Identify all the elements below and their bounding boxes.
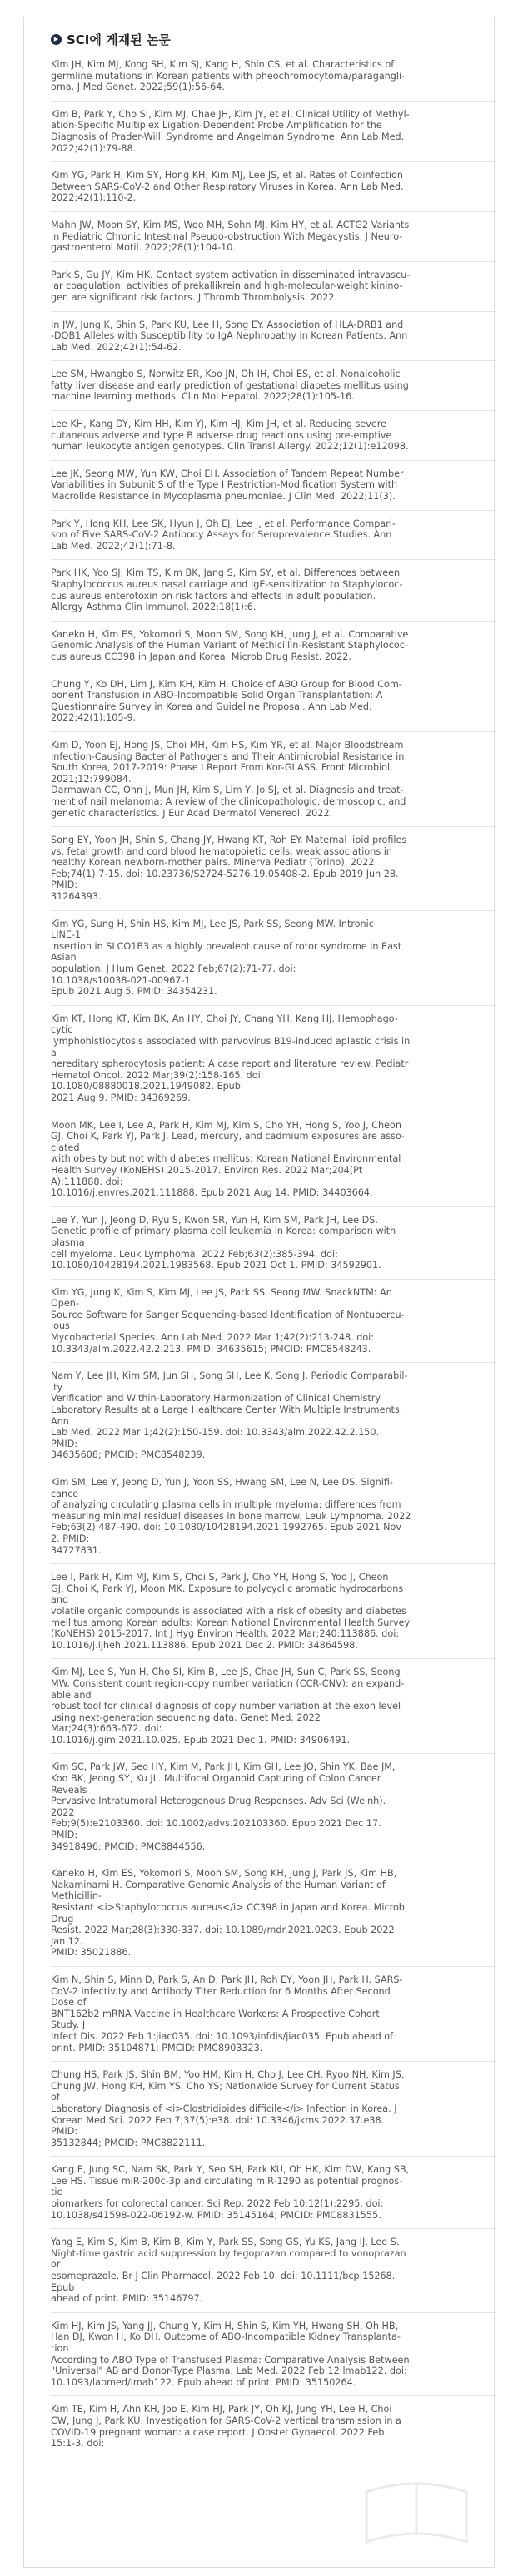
publication-entry: Nam Y, Lee JH, Kim SM, Jun SH, Song SH, Lee K, Song J. Periodic Comparabil- ity Verification and Within-Laboratory Harmonization of Clinical Chemistry Laboratory Results at a Large Healthcare Center With Multiple Instruments. Ann Lab Med. 2022 Mar 1;42(2):150-159. doi: 10.3343/alm.2022.42.2.150. PMID: 34635608; PMCID: PMC8548239. [51, 1362, 496, 1469]
section-title: SCI에 게재된 논문 [67, 32, 171, 47]
publication-entry: Kim HJ, Kim JS, Yang JJ, Chung Y, Kim H, Shin S, Kim YH, Hwang SH, Oh HB, Han DJ, Kwon H, Ko DH. Outcome of ABO-Incompatible Kidney Transplanta- tion According to ABO Type of Transfused Plasma: Comparative Analysis Between "Universal" AB and Donor-Type Plasma. Lab Med. 2022 Feb 12:lmab122. doi: 10.1093/labmed/lmab122. Epub ahead of print. PMID: 35150264. [51, 2312, 496, 2396]
publication-entry: Park Y, Hong KH, Lee SK, Hyun J, Oh EJ, Lee J, et al. Performance Compari- son of Five SARS-CoV-2 Antibody Assays for Seroprevalence Studies. Ann Lab Med. 2022;42(1):71-8. [51, 510, 496, 560]
publication-entry: Mahn JW, Moon SY, Kim MS, Woo MH, Sohn MJ, Kim HY, et al. ACTG2 Variants in Pediatric Chronic Intestinal Pseudo-obstruction With Megacystis. J Neuro- gastroenterol Motil. 2022;28(1):104-10. [51, 211, 496, 261]
book-watermark-icon [362, 2475, 471, 2550]
publication-list [51, 54, 496, 2457]
publication-entry: Moon MK, Lee I, Lee A, Park H, Kim MJ, Kim S, Cho YH, Hong S, Yoo J, Cheon GJ, Choi K, Park YJ, Park J. Lead, mercury, and cadmium exposures are asso- ciated with obesity but not with diabetes mellitus: Korean National Environmental Health Survey (KoNEHS) 2015-2017. Environ Res. 2022 Mar;204(Pt A):111888. doi: 10.1016/j.envres.2021.111888. Epub 2021 Aug 14. PMID: 34403664. [51, 1112, 496, 1206]
section-header [51, 29, 171, 49]
publication-entry: Kim KT, Hong KT, Kim BK, An HY, Choi JY, Chang YH, Kang HJ. Hemophago- cytic lymphohistiocytosis associated with parvovirus B19-induced aplastic crisis in a hereditary spherocytosis patient: A case report and literature review. Pediatr Hematol Oncol. 2022 Mar;39(2):158-165. doi: 10.1080/08880018.2021.1949082. Epub 2021 Aug 9. PMID: 34369269. [51, 1005, 496, 1112]
publication-entry: In JW, Jung K, Shin S, Park KU, Lee H, Song EY. Association of HLA-DRB1 and -DQB1 Alleles with Susceptibility to IgA Nephropathy in Korean Patients. Ann Lab Med. 2022;42(1):54-62. [51, 311, 496, 361]
publication-entry: Kim MJ, Lee S, Yun H, Cho SI, Kim B, Lee JS, Chae JH, Sun C, Park SS, Seong MW. Consistent count region-copy number variation (CCR-CNV): an expand- able and robust tool for clinical diagnosis of copy number variation at the exon level using next-generation sequencing data. Genet Med. 2022 Mar;24(3):663-672. doi: 10.1016/j.gim.2021.10.025. Epub 2021 Dec 1. PMID: 34906491. [51, 1658, 496, 1753]
publication-entry: Park S, Gu JY, Kim HK. Contact system activation in disseminated intravascu- lar coagulation: activities of prekallikrein and high-molecular-weight kinino- gen are significant risk factors. J Thromb Thrombolysis. 2022. [51, 261, 496, 311]
chevron-right-icon: ▶ [51, 34, 62, 45]
publication-entry: Lee KH, Kang DY, Kim HH, Kim YJ, Kim HJ, Kim JH, et al. Reducing severe cutaneous adverse and type B adverse drug reactions using pre-emptive human leukocyte antigen genotypes. Clin Transl Allergy. 2022;12(1):e12098. [51, 410, 496, 460]
publication-panel [23, 17, 495, 2568]
publication-entry: Chung Y, Ko DH, Lim J, Kim KH, Kim H. Choice of ABO Group for Blood Com- ponent Transfusion in ABO-Incompatible Solid Organ Transplantation: A Questionnaire Survey in Korea and Guideline Proposal. Ann Lab Med. 2022;42(1):105-9. [51, 671, 496, 731]
publication-entry: Lee SM, Hwangbo S, Norwitz ER, Koo JN, Oh IH, Choi ES, et al. Nonalcoholic fatty liver disease and early prediction of gestational diabetes mellitus using machine learning methods. Clin Mol Hepatol. 2022;28(1):105-16. [51, 360, 496, 410]
publication-entry: Kang E, Jung SC, Nam SK, Park Y, Seo SH, Park KU, Oh HK, Kim DW, Kang SB, Lee HS. Tissue miR-200c-3p and circulating miR-1290 as potential prognos- tic biomarkers for colorectal cancer. Sci Rep. 2022 Feb 10;12(1):2295. doi: 10.1038/s41598-022-06192-w. PMID: 35145164; PMCID: PMC8831555. [51, 2156, 496, 2228]
publication-entry: Kaneko H, Kim ES, Yokomori S, Moon SM, Song KH, Jung J, et al. Comparative Genomic Analysis of the Human Variant of Methicillin-Resistant Staphylococ- cus aureus CC398 in Japan and Korea. Microb Drug Resist. 2022. [51, 621, 496, 671]
publication-entry: Kim YG, Jung K, Kim S, Kim MJ, Lee JS, Park SS, Seong MW. SnackNTM: An Open- Source Software for Sanger Sequencing-based Identification of Nontubercu- lous Mycobacterial Species. Ann Lab Med. 2022 Mar 1;42(2):213-248. doi: 10.3343/alm.2022.42.2.213. PMID: 34635615; PMCID: PMC8548243. [51, 1279, 496, 1363]
publication-entry: Lee I, Park H, Kim MJ, Kim S, Choi S, Park J, Cho YH, Hong S, Yoo J, Cheon GJ, Choi K, Park YJ, Moon MK. Exposure to polycyclic aromatic hydrocarbons and volatile organic compounds is associated with a risk of obesity and diabetes mellitus among Korean adults: Korean National Environmental Health Survey (KoNEHS) 2015-2017. Int J Hyg Environ Health. 2022 Mar;240:113886. doi: 10.1016/j.ijheh.2021.113886. Epub 2021 Dec 2. PMID: 34864598. [51, 1563, 496, 1658]
publication-entry: Kaneko H, Kim ES, Yokomori S, Moon SM, Song KH, Jung J, Park JS, Kim HB, Nakaminami H. Comparative Genomic Analysis of the Human Variant of Methicillin- Resistant <i>Staphylococcus aureus</i> CC398 in Japan and Korea. Microb Drug Resist. 2022 Mar;28(3):330-337. doi: 10.1089/mdr.2021.0203. Epub 2022 Jan 12. PMID: 35021886. [51, 1860, 496, 1966]
publication-entry: Chung HS, Park JS, Shin BM, Yoo HM, Kim H, Cho J, Lee CH, Ryoo NH, Kim JS, Chung JW, Hong KH, Kim YS, Cho YS; Nationwide Survey for Current Status of Laboratory Diagnosis of <i>Clostridioides difficile</i> Infection in Korea. J Korean Med Sci. 2022 Feb 7;37(5):e38. doi: 10.3346/jkms.2022.37.e38. PMID: 35132844; PMCID: PMC8822111. [51, 2061, 496, 2156]
publication-entry: Park HK, Yoo SJ, Kim TS, Kim BK, Jang S, Kim SY, et al. Differences between Staphylococcus aureus nasal carriage and IgE-sensitization to Staphylococ- cus aureus enterotoxin on risk factors and effects in adult population. Allergy Asthma Clin Immunol. 2022;18(1):6. [51, 559, 496, 620]
publication-entry: Kim JH, Kim MJ, Kong SH, Kim SJ, Kang H, Shin CS, et al. Characteristics of germline mutations in Korean patients with pheochromocytoma/paragangli- oma. J Med Genet. 2022;59(1):56-64. [51, 59, 406, 93]
publication-entry: Kim TE, Kim H, Ahn KH, Joo E, Kim HJ, Park JY, Oh KJ, Jung YH, Lee H, Choi CW, Jung J, Park KU. Investigation for SARS-CoV-2 vertical transmission in a COVID-19 pregnant woman: a case report. J Obstet Gynaecol. 2022 Feb 15:1-3. doi: [51, 2395, 496, 2456]
publication-entry: Song EY, Yoon JH, Shin S, Chang JY, Hwang KT, Roh EY. Maternal lipid profiles vs. fetal growth and cord blood hematopoietic cells: weak associations in healthy Korean newborn-mother pairs. Minerva Pediatr (Torino). 2022 Feb;74(1):7-15. doi: 10.23736/S2724-5276.19.05408-2. Epub 2019 Jun 28. PMID: 31264393. [51, 826, 496, 910]
publication-entry: Kim YG, Park H, Kim SY, Hong KH, Kim MJ, Lee JS, et al. Rates of Coinfection Between SARS-CoV-2 and Other Respiratory Viruses in Korea. Ann Lab Med. 2022;42(1):110-2. [51, 161, 496, 211]
publication-entry: Yang E, Kim S, Kim B, Kim B, Kim Y, Park SS, Song GS, Yu KS, Jang IJ, Lee S. Night-time gastric acid suppression by tegoprazan compared to vonoprazan or esomeprazole. Br J Clin Pharmacol. 2022 Feb 10. doi: 10.1111/bcp.15268. Epub ahead of print. PMID: 35146797. [51, 2228, 496, 2312]
publication-entry: Kim SC, Park JW, Seo HY, Kim M, Park JH, Kim GH, Lee JO, Shin YK, Bae JM, Koo BK, Jeong SY, Ku JL. Multifocal Organoid Capturing of Colon Cancer Reveals Pervasive Intratumoral Heterogenous Drug Responses. Adv Sci (Weinh). 2022 Feb;9(5):e2103360. doi: 10.1002/advs.202103360. Epub 2021 Dec 17. PMID: 34918496; PMCID: PMC8844556. [51, 1753, 496, 1860]
publication-entry: Kim B, Park Y, Cho SI, Kim MJ, Chae JH, Kim JY, et al. Clinical Utility of Methyl- ation-Specific Multiplex Ligation-Dependent Probe Amplification for the Diagnosis of Prader-Willi Syndrome and Angelman Syndrome. Ann Lab Med. 2022;42(1):79-88. [51, 101, 496, 161]
publication-entry: Kim D, Yoon EJ, Hong JS, Choi MH, Kim HS, Kim YR, et al. Major Bloodstream Infection-Causing Bacterial Pathogens and Their Antimicrobial Resistance in South Korea, 2017-2019: Phase I Report From Kor-GLASS. Front Microbiol. 2021;12:799084. Darmawan CC, Ohn J, Mun JH, Kim S, Lim Y, Jo SJ, et al. Diagnosis and treat- ment of nail melanoma: A review of the clinicopathologic, dermoscopic, and genetic characteristics. J Eur Acad Dermatol Venereol. 2022. [51, 731, 496, 826]
publication-entry: Lee Y, Yun J, Jeong D, Ryu S, Kwon SR, Yun H, Kim SM, Park JH, Lee DS. Genetic profile of primary plasma cell leukemia in Korea: comparison with plasma cell myeloma. Leuk Lymphoma. 2022 Feb;63(2):385-394. doi: 10.1080/10428194.2021.1983568. Epub 2021 Oct 1. PMID: 34592901. [51, 1206, 496, 1279]
publication-entry: Kim SM, Lee Y, Jeong D, Yun J, Yoon SS, Hwang SM, Lee N, Lee DS. Signifi- cance of analyzing circulating plasma cells in multiple myeloma: differences from measuring minimal residual diseases in bone marrow. Leuk Lymphoma. 2022 Feb;63(2):487-490. doi: 10.1080/10428194.2021.1992765. Epub 2021 Nov 2. PMID: 34727831. [51, 1469, 496, 1563]
publication-entry: Lee JK, Seong MW, Yun KW, Choi EH. Association of Tandem Repeat Number Variabilities in Subunit S of the Type I Restriction-Modification System with Macrolide Resistance in Mycoplasma pneumoniae. J Clin Med. 2022;11(3). [51, 460, 496, 510]
publication-entry: Kim YG, Sung H, Shin HS, Kim MJ, Lee JS, Park SS, Seong MW. Intronic LINE-1 insertion in SLCO1B3 as a highly prevalent cause of rotor syndrome in East Asian population. J Hum Genet. 2022 Feb;67(2):71-77. doi: 10.1038/s10038-021-00967-1. Epub 2021 Aug 5. PMID: 34354231. [51, 910, 496, 1005]
publication-entry: Kim N, Shin S, Minn D, Park S, An D, Park JH, Roh EY, Yoon JH, Park H. SARS- CoV-2 Infectivity and Antibody Titer Reduction for 6 Months After Second Dose of BNT162b2 mRNA Vaccine in Healthcare Workers: A Prospective Cohort Study. J Infect Dis. 2022 Feb 1:jiac035. doi: 10.1093/infdis/jiac035. Epub ahead of print. PMID: 35104871; PMCID: PMC8903323. [51, 1966, 496, 2061]
